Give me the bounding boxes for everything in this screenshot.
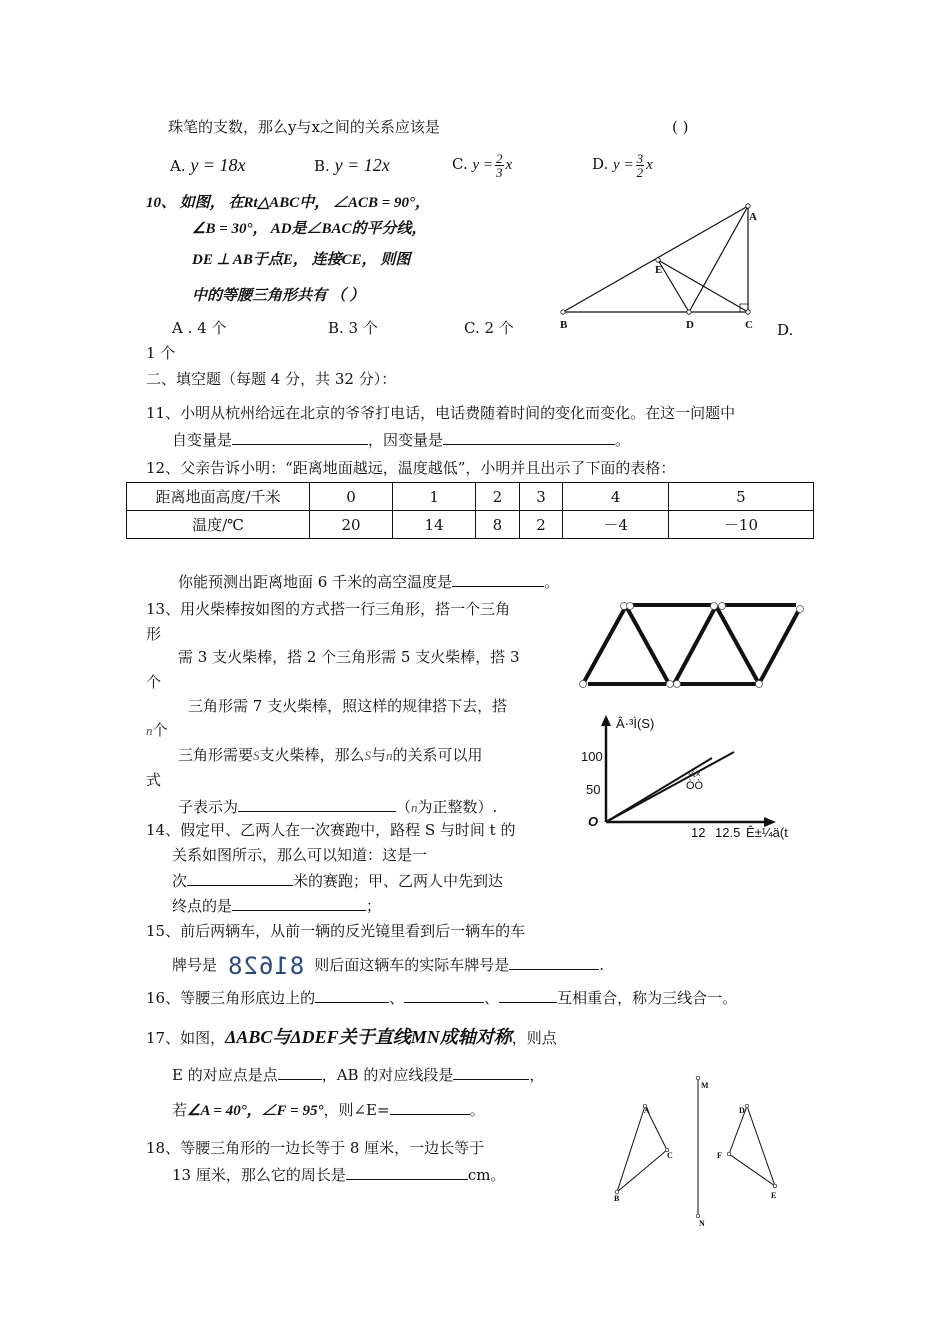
q14-line2: 关系如图所示，那么可以知道：这是一: [172, 846, 428, 864]
q13-line1: 13、用火柴棒按如图的方式搭一行三角形，搭一个三角: [146, 600, 511, 618]
q10-line4: 中的等腰三角形共有 （ ）: [192, 288, 365, 304]
q17-line1: 17、如图，ΔABC与ΔDEF关于直线MN成轴对称，则点: [146, 1027, 557, 1047]
q14-blank-2[interactable]: [232, 896, 366, 911]
q17-blank-3[interactable]: [390, 1100, 470, 1115]
q12-after: 你能预测出距离地面 6 千米的高空温度是 。: [178, 573, 560, 591]
q12-table: [126, 482, 814, 539]
q9-option-b: B. y = 12x: [314, 155, 390, 175]
table-cell: 14: [393, 511, 476, 539]
q17-symmetry-figure: [605, 1074, 805, 1234]
table-cell: 0: [310, 483, 393, 511]
graph-y-label: Â·³Ì(S): [616, 716, 655, 731]
table-cell: 1: [393, 483, 476, 511]
q13-line4: 个: [146, 673, 162, 691]
q11-line1: 11、小明从杭州给远在北京的爷爷打电话，电话费随着时间的变化而变化。在这一问题中: [146, 404, 736, 422]
q10-line1: 10、 如图， 在Rt△ABC中， ∠ACB = 90°，: [146, 195, 431, 211]
q16-line: 16、等腰三角形底边上的 、 、 互相重合，称为三线合一。: [146, 989, 738, 1007]
q9-option-a: A. y = 18x: [170, 155, 246, 175]
q10-line3: DE ⊥ AB于点E， 连接CE， 则图: [192, 252, 411, 268]
table-cell: 20: [310, 511, 393, 539]
q15-blank[interactable]: [509, 955, 599, 970]
q13-line7: 三角形需要S支火柴棒，那么S与n的关系可以用: [178, 746, 483, 764]
q13-line9: 子表示为 （n为正整数）.: [178, 798, 498, 816]
q10-option-b: B. 3 个: [328, 319, 378, 337]
q9-answer-paren: ( ): [672, 118, 689, 136]
triangle-abc: [617, 1106, 667, 1192]
q10-line2: ∠B = 30°， AD是∠BAC的平分线，: [192, 221, 427, 237]
q11-line2: 自变量是 ，因变量是 。: [172, 431, 631, 449]
label-a: A: [644, 1106, 650, 1115]
q17-line3: 若∠A = 40°，∠F = 95°，则∠E= 。: [172, 1101, 485, 1119]
section-2-heading: 二、填空题（每题 4 分，共 32 分）：: [146, 370, 397, 388]
q9-option-c: C. y = $\frac{2}{3}$ x: [452, 150, 513, 180]
graph-line1-label: ¼×: [688, 769, 701, 779]
table-cell: －10: [668, 511, 813, 539]
mirrored-plate-number: 81628: [227, 952, 305, 980]
q9-text: 珠笔的支数，那么y与x之间的关系应该是: [168, 118, 440, 136]
label-c: C: [745, 319, 753, 331]
segment-de: [658, 260, 689, 312]
q18-blank[interactable]: [346, 1165, 468, 1180]
label-d: D: [739, 1106, 745, 1115]
q16-blank-1[interactable]: [315, 988, 389, 1003]
graph-x-tick-125: 12.5: [715, 825, 741, 840]
table-cell: 8: [476, 511, 520, 539]
label-b: B: [614, 1194, 620, 1203]
graph-y-tick-100: 100: [581, 749, 603, 764]
q18-line1: 18、等腰三角形的一边长等于 8 厘米，一边长等于: [146, 1139, 485, 1157]
q12-line: 12、父亲告诉小明：“距离地面越远，温度越低”，小明并且出示了下面的表格：: [146, 459, 676, 477]
q16-blank-3[interactable]: [499, 988, 557, 1003]
q14-distance-time-graph: [578, 710, 808, 845]
q14-line4: 终点的是 ；: [172, 897, 382, 915]
q14-line3: 次 米的赛跑；甲、乙两人中先到达: [172, 872, 504, 890]
q12-blank[interactable]: [452, 572, 544, 587]
label-e: E: [655, 264, 663, 276]
q17-blank-1[interactable]: [278, 1065, 322, 1080]
q16-blank-2[interactable]: [404, 988, 484, 1003]
table-cell: －4: [563, 511, 669, 539]
label-c: C: [667, 1151, 673, 1160]
q14-blank-1[interactable]: [187, 871, 293, 886]
q10-option-c: C. 2 个: [464, 319, 514, 337]
table-cell: 4: [563, 483, 669, 511]
table-header-cell: 距离地面高度/千米: [127, 483, 310, 511]
triangle-def: [729, 1106, 775, 1186]
graph-line2-label: ÒÒ: [686, 780, 704, 792]
q10-option-d: D.: [777, 321, 794, 339]
label-a: A: [749, 211, 757, 223]
q9-option-d: D. y = $\frac{3}{2}$ x: [592, 150, 653, 180]
q18-line2: 13 厘米，那么它的周长是 cm。: [172, 1166, 506, 1184]
q11-blank-2[interactable]: [443, 430, 615, 445]
q13-line3: 需 3 支火柴棒，搭 2 个三角形需 5 支火柴棒，搭 3: [178, 648, 520, 666]
q13-line8: 式: [146, 771, 162, 789]
table-cell: 2: [476, 483, 520, 511]
q10-triangle-figure: [555, 200, 775, 335]
q13-line5: 三角形需 7 支火柴棒，照这样的规律搭下去，搭: [188, 697, 508, 715]
segment-ce: [658, 260, 748, 312]
line-yi: [606, 752, 734, 822]
label-b: B: [560, 319, 568, 331]
label-f: F: [717, 1151, 722, 1160]
q15-line2: 牌号是 81628 则后面这辆车的实际车牌号是 .: [172, 952, 605, 980]
q13-line6: n个: [146, 721, 168, 739]
graph-y-tick-50: 50: [586, 782, 601, 797]
q13-matchstick-figure: [578, 600, 808, 692]
label-m: M: [701, 1081, 709, 1090]
q17-blank-2[interactable]: [453, 1065, 529, 1080]
q15-line1: 15、前后两辆车，从前一辆的反光镜里看到后一辆车的车: [146, 922, 526, 940]
segment-ad: [689, 206, 748, 312]
q10-option-d-cont: 1 个: [146, 344, 176, 362]
label-n: N: [699, 1219, 705, 1228]
table-cell: 5: [668, 483, 813, 511]
table-cell: 3: [519, 483, 563, 511]
table-cell: 2: [519, 511, 563, 539]
q13-line2: 形: [146, 625, 162, 643]
q14-line1: 14、假定甲、乙两人在一次赛跑中，路程 S 与时间 t 的: [146, 821, 516, 839]
graph-x-tick-12: 12: [691, 825, 706, 840]
graph-origin: O: [588, 814, 599, 829]
q17-line2: E 的对应点是点 ，AB 的对应线段是 ，: [172, 1066, 545, 1084]
graph-x-label: Ê±¼ä(t: [746, 825, 788, 840]
q10-option-a: A . 4 个: [172, 319, 227, 337]
table-row: [127, 483, 814, 511]
q11-blank-1[interactable]: [232, 430, 368, 445]
label-d: D: [686, 319, 694, 331]
q13-blank[interactable]: [238, 797, 396, 812]
label-e: E: [771, 1191, 777, 1200]
table-row: [127, 511, 814, 539]
table-header-cell: 温度/℃: [127, 511, 310, 539]
